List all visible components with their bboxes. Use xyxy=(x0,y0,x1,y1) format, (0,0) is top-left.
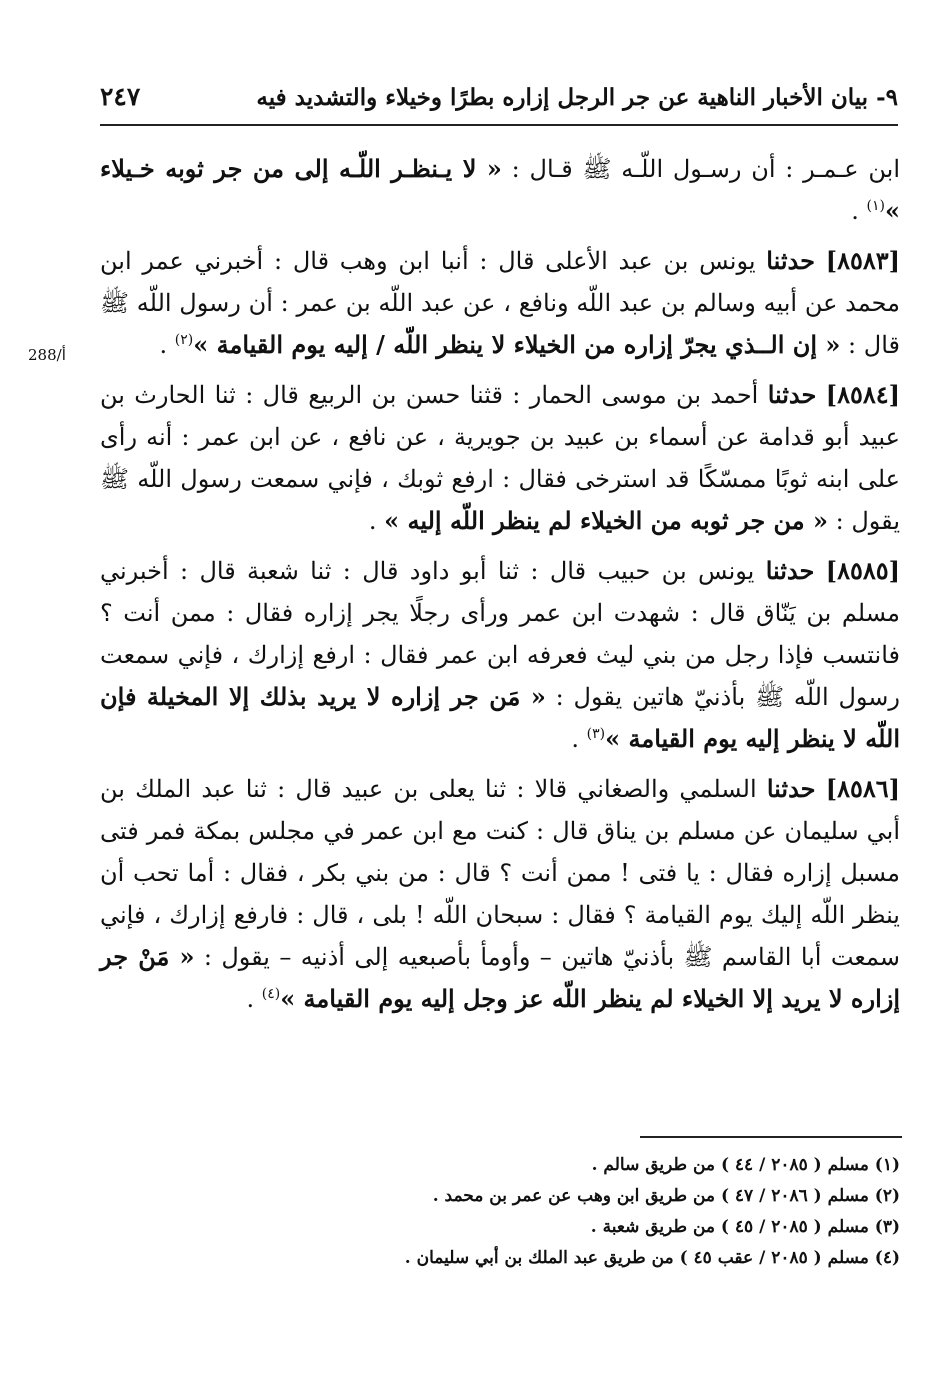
haddathana-word: حدثنا xyxy=(765,556,815,585)
header-divider xyxy=(100,124,898,126)
hadith-paragraph-8583 xyxy=(100,240,900,366)
hadith-matn: « مَنْ جر إزاره لا يريد إلا الخيلاء لم ينظر اللّه عز وجل إليه يوم القيامة » xyxy=(100,942,900,1013)
haddathana-word: حدثنا xyxy=(766,246,815,275)
narration-text: يونس بن حبيب قال : ثنا أبو داود قال : ثنا شعبة قال : أخبرني مسلم بن يَنّاق قال : شهدت ابن عمر ورأى رجلًا يجر إزاره فقال : ممن أنت ؟ فانتسب فإذا رجل من بني ليث فعرفه ابن عمر فقال : ارفع إزارك ، فإني سمعت رسول اللّه ﷺ بأذنيّ هاتين يقول : xyxy=(100,557,900,711)
footnote-ref: (٢) xyxy=(174,332,194,348)
haddathana-word: حدثنا xyxy=(767,380,817,409)
hadith-paragraph-1 xyxy=(100,148,900,232)
narration-text: يونس بن عبد الأعلى قال : أنبا ابن وهب قال : أخبرني عمر ابن محمد عن أبيه وسالم بن عبد اللّه ونافع ، عن عبد اللّه بن عمر : أن رسول اللّه ﷺ قال : xyxy=(100,247,900,359)
hadith-matn: « من جر ثوبه من الخيلاء لم ينظر اللّه إليه » xyxy=(384,506,828,535)
footnote-ref: (٤) xyxy=(261,986,281,1002)
footnote-4: (٤) مسلم ( ٢٠٨٥ / عقب ٤٥ ) من طريق عبد الملك بن أبي سليمان . xyxy=(404,1248,900,1268)
footnotes xyxy=(120,1150,900,1274)
sentence-end: . xyxy=(571,725,587,753)
page-number: ٢٤٧ xyxy=(100,82,141,111)
footnote-3: (٣) مسلم ( ٢٠٨٥ / ٤٥ ) من طريق شعبة . xyxy=(590,1217,900,1237)
hadith-paragraph-8584 xyxy=(100,374,900,542)
footnote-1: (١) مسلم ( ٢٠٨٥ / ٤٤ ) من طريق سالم . xyxy=(591,1155,900,1175)
footnote-2: (٢) مسلم ( ٢٠٨٦ / ٤٧ ) من طريق ابن وهب عن عمر بن محمد . xyxy=(432,1186,900,1206)
sentence-end: . xyxy=(851,197,867,225)
footnote-divider xyxy=(640,1136,902,1138)
hadith-number: [٨٥٨٦] xyxy=(825,774,900,803)
haddathana-word: حدثنا xyxy=(766,774,816,803)
sentence-end: . xyxy=(368,507,385,535)
footnote-ref: (٣) xyxy=(586,726,606,742)
narration-text: ابن عـمـر : أن رسـول اللّـه ﷺ قـال : xyxy=(501,155,900,183)
footnote-ref: (١) xyxy=(866,198,885,214)
hadith-matn: « مَن جر إزاره لا يريد بذلك إلا المخيلة فإن اللّه لا ينظر إليه يوم القيامة » xyxy=(100,682,900,753)
hadith-matn: « لا يـنظـر اللّـه إلى من جر ثوبه خـيلاء » xyxy=(100,154,900,225)
sentence-end: . xyxy=(159,331,175,359)
narration-text: أحمد بن موسى الحمار : قثنا حسن بن الربيع قال : ثنا الحارث بن عبيد أبو قدامة عن أسماء بن عبيد بن جويرية ، عن نافع ، عن ابن عمر : أنه رأى على ابنه ثوبًا ممسّكًا قد استرخى فقال : ارفع ثوبك ، فإني سمعت رسول اللّه ﷺ يقول : xyxy=(100,381,900,535)
sentence-end: . xyxy=(246,985,262,1013)
page-header xyxy=(100,78,898,122)
hadith-number: [٨٥٨٤] xyxy=(825,380,900,409)
hadith-number: [٨٥٨٥] xyxy=(825,556,900,585)
chapter-title: ٩- بيان الأخبار الناهية عن جر الرجل إزاره بطرًا وخيلاء والتشديد فيه xyxy=(256,84,898,111)
main-text xyxy=(100,148,900,1028)
margin-folio-note: 288/أ xyxy=(28,346,66,364)
hadith-paragraph-8585 xyxy=(100,550,900,760)
hadith-paragraph-8586 xyxy=(100,768,900,1020)
narration-text: السلمي والصغاني قالا : ثنا يعلى بن عبيد قال : ثنا عبد الملك بن أبي سليمان عن مسلم بن يناق قال : كنت مع ابن عمر في مجلس بمكة فمر فتى مسبل إزاره فقال : يا فتى ! ممن أنت ؟ قال : من بني بكر ، فقال : أما تحب أن ينظر اللّه إليك يوم القيامة ؟ فقال : سبحان اللّه ! بلى ، قال : فارفع إزارك ، فإني سمعت أبا القاسم ﷺ بأذنيّ هاتين – وأومأ بأصبعيه إلى أذنيه – يقول : xyxy=(100,775,900,971)
hadith-matn: « إن الــذي يجرّ إزاره من الخيلاء لا ينظر اللّه / إليه يوم القيامة » xyxy=(193,330,841,359)
hadith-number: [٨٥٨٣] xyxy=(825,246,900,275)
